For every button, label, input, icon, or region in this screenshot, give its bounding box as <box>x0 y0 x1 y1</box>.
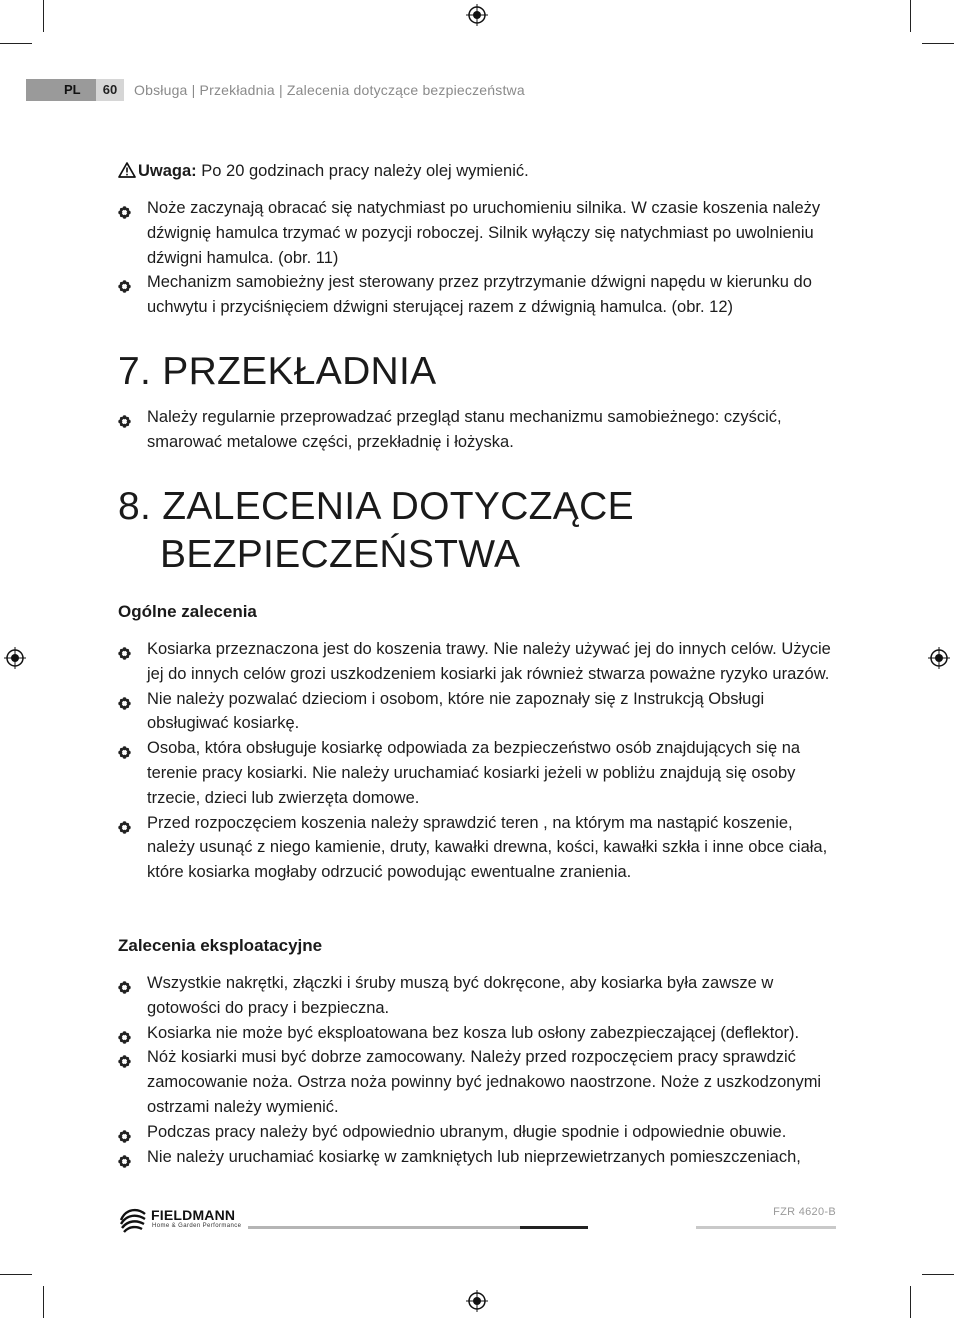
section-8-heading-line2: BEZPIECZEŃSTWA <box>160 533 521 576</box>
section-8-heading-line1: 8. ZALECENIA DOTYCZĄCE <box>118 485 634 528</box>
flower-bullet-icon <box>118 693 131 706</box>
crop-mark-bottom-left-h <box>0 1274 32 1275</box>
list-item: Podczas pracy należy być odpowiednio ubranym, długie spodnie i odpowiednie obuwie. <box>118 1120 838 1145</box>
operational-recommendations-title: Zalecenia eksploatacyjne <box>118 936 323 955</box>
flower-bullet-icon <box>118 276 131 289</box>
footer-line-right <box>588 1226 696 1229</box>
footer-logo <box>118 1204 248 1234</box>
general-recommendations-list <box>118 637 838 885</box>
flower-bullet-icon <box>118 977 131 990</box>
flower-bullet-icon <box>118 411 131 424</box>
footer-line-dark <box>520 1226 588 1229</box>
footer-line-left <box>248 1226 520 1229</box>
flower-bullet-icon <box>118 817 131 830</box>
flower-bullet-icon <box>118 202 131 215</box>
registration-mark-icon <box>466 4 488 26</box>
flower-bullet-icon <box>118 643 131 656</box>
header-title: Obsługa | Przekładnia | Zalecenia dotyczące bezpieczeństwa <box>134 82 525 98</box>
list-item: Kosiarka przeznaczona jest do koszenia trawy. Nie należy używać jej do innych celów. Użycie jej do innych celów grozi uszkodzeniem kosiarki jak również stwarza poważne ryzyko urazów. <box>118 637 838 687</box>
header-language-bar <box>26 79 96 101</box>
operational-recommendations-list <box>118 971 838 1169</box>
flower-bullet-icon <box>118 1151 131 1164</box>
registration-mark-icon <box>4 647 26 669</box>
crop-mark-top-left-v <box>43 0 44 32</box>
crop-mark-top-left-h <box>0 43 32 44</box>
crop-mark-bottom-left-v <box>43 1286 44 1318</box>
section-8-heading <box>118 483 634 579</box>
intro-bullet-list <box>118 196 838 320</box>
crop-mark-bottom-right-h <box>922 1274 954 1275</box>
warning-triangle-icon <box>118 161 138 186</box>
crop-mark-bottom-right-v <box>910 1286 911 1318</box>
fieldmann-swirl-logo <box>118 1206 148 1234</box>
footer-tagline: Home & Garden Performance <box>152 1223 242 1229</box>
header-language: PL <box>64 82 81 97</box>
warning-note-text: Po 20 godzinach pracy należy olej wymienić. <box>196 162 529 180</box>
list-item: Nie należy uruchamiać kosiarkę w zamkniętych lub nieprzewietrzanych pomieszczeniach, <box>118 1145 838 1170</box>
list-item: Osoba, która obsługuje kosiarkę odpowiada za bezpieczeństwo osób znajdujących się na terenie pracy kosiarki. Nie należy uruchamiać kosiarki jeżeli w pobliżu znajdują się osoby trzecie, dzieci lub zwierzęta domowe. <box>118 736 838 810</box>
list-item: Kosiarka nie może być eksploatowana bez kosza lub osłony zabezpieczającej (deflektor). <box>118 1021 838 1046</box>
flower-bullet-icon <box>118 1027 131 1040</box>
list-item: Wszystkie nakrętki, złączki i śruby muszą być dokręcone, aby kosiarka była zawsze w gotowości do pracy i bezpieczna. <box>118 971 838 1021</box>
list-item: Noże zaczynają obracać się natychmiast po uruchomieniu silnika. W czasie koszenia należy dźwignię hamulca trzymać w pozycji roboczej. Silnik wyłączy się natychmiast po uwolnieniu dźwigni hamulca. (obr. 11) <box>118 196 838 270</box>
footer-model: FZR 4620-B <box>773 1206 836 1218</box>
crop-mark-top-right-h <box>922 43 954 44</box>
section-7-bullet-list <box>118 405 838 455</box>
warning-note <box>118 159 838 186</box>
footer-brand: FIELDMANN <box>151 1207 236 1223</box>
warning-note-label: Uwaga: <box>138 162 197 180</box>
list-item: Należy regularnie przeprowadzać przegląd stanu mechanizmu samobieżnego: czyścić, smarować metalowe części, przekładnię i łożyska. <box>118 405 838 455</box>
crop-mark-top-right-v <box>910 0 911 32</box>
section-7-heading: 7. PRZEKŁADNIA <box>118 350 437 393</box>
flower-bullet-icon <box>118 1051 131 1064</box>
registration-mark-icon <box>466 1290 488 1312</box>
registration-mark-icon <box>928 647 950 669</box>
general-recommendations-title: Ogólne zalecenia <box>118 602 257 621</box>
list-item: Przed rozpoczęciem koszenia należy sprawdzić teren , na którym ma nastąpić koszenie, należy usunąć z niego kamienie, druty, kawałki drewna, kości, kawałki szkła i inne obce ciała, które kosiarka mogłaby odrzucić powodując ewentualne zranienia. <box>118 811 838 885</box>
list-item: Nie należy pozwalać dzieciom i osobom, które nie zapoznały się z Instrukcją Obsługi obsługiwać kosiarkę. <box>118 687 838 737</box>
flower-bullet-icon <box>118 1126 131 1139</box>
list-item: Nóż kosiarki musi być dobrze zamocowany. Należy przed rozpoczęciem pracy sprawdzić zamocowanie noża. Ostrza noża powinny być jednakowo naostrzone. Noże z uszkodzonymi ostrzami należy wymienić. <box>118 1045 838 1119</box>
footer-line-end <box>696 1226 836 1229</box>
flower-bullet-icon <box>118 742 131 755</box>
header-page-number: 60 <box>96 79 124 101</box>
list-item: Mechanizm samobieżny jest sterowany przez przytrzymanie dźwigni napędu w kierunku do uchwytu i przyciśnięciem dźwigni sterującej razem z dźwignią hamulca. (obr. 12) <box>118 270 838 320</box>
